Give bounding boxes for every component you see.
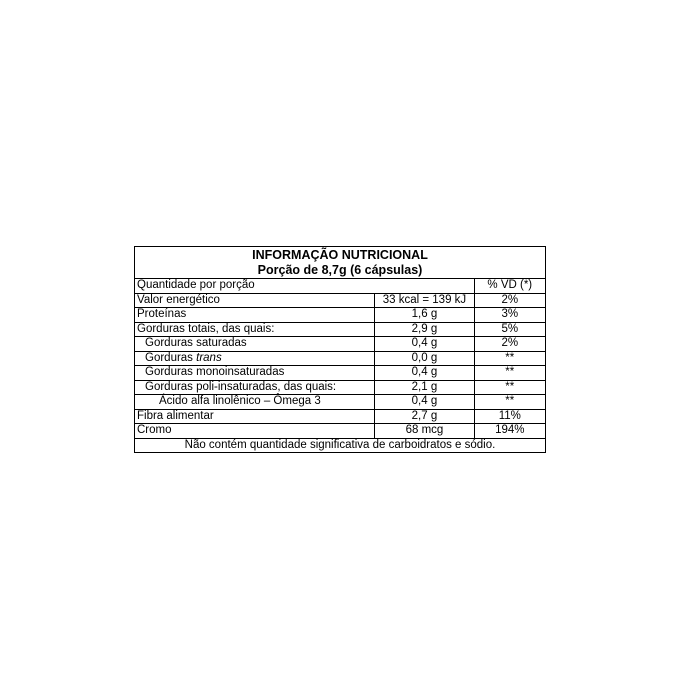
table-row [135,351,546,366]
nutrient-quantity: 33 kcal = 139 kJ [375,293,474,308]
nutrient-quantity: 1,6 g [375,308,474,323]
nutrient-name: Cromo [135,424,375,439]
column-header-row [135,279,546,294]
nutrient-name: Gorduras monoinsaturadas [135,366,375,381]
table-row [135,337,546,352]
nutrient-vd: ** [474,351,545,366]
nutrient-quantity: 2,1 g [375,380,474,395]
nutrient-quantity: 0,4 g [375,395,474,410]
nutrient-name-prefix: Gorduras [145,351,193,364]
nutrient-vd: ** [474,366,545,381]
nutrient-vd: 5% [474,322,545,337]
vd-header: % VD (*) [474,279,545,294]
nutrient-quantity: 2,9 g [375,322,474,337]
nutrient-quantity: 0,4 g [375,366,474,381]
nutrient-name: Gorduras totais, das quais: [135,322,375,337]
nutrient-quantity: 0,0 g [375,351,474,366]
table-footer-row [135,438,546,453]
nutrient-name [135,351,375,366]
nutrient-name: Proteínas [135,308,375,323]
table-row [135,409,546,424]
table-row [135,380,546,395]
nutrient-vd: ** [474,395,545,410]
nutrient-vd: ** [474,380,545,395]
table-title: INFORMAÇÃO NUTRICIONAL [252,248,428,262]
table-footnote: Não contém quantidade significativa de carboidratos e sódio. [135,438,546,453]
nutrient-vd: 3% [474,308,545,323]
nutrient-vd: 194% [474,424,545,439]
table-heading [135,247,546,279]
nutrient-vd: 2% [474,337,545,352]
table-row [135,293,546,308]
table-row [135,366,546,381]
nutrient-quantity: 0,4 g [375,337,474,352]
nutrient-vd: 2% [474,293,545,308]
nutrition-facts-table [134,246,546,453]
nutrient-name: Valor energético [135,293,375,308]
nutrient-name: Gorduras poli-insaturadas, das quais: [135,380,375,395]
portion-size: Porção de 8,7g (6 cápsulas) [257,263,423,277]
nutrient-name: Fibra alimentar [135,409,375,424]
quantity-header: Quantidade por porção [135,279,475,294]
nutrient-name: Ácido alfa linolênico – Ômega 3 [135,395,375,410]
nutrient-quantity: 68 mcg [375,424,474,439]
nutrient-name: Gorduras saturadas [135,337,375,352]
table-row [135,424,546,439]
nutrient-vd: 11% [474,409,545,424]
table-row [135,308,546,323]
table-header-row [135,247,546,279]
table-row [135,395,546,410]
table-row [135,322,546,337]
nutrient-quantity: 2,7 g [375,409,474,424]
nutrient-name-italic: trans [196,351,222,364]
